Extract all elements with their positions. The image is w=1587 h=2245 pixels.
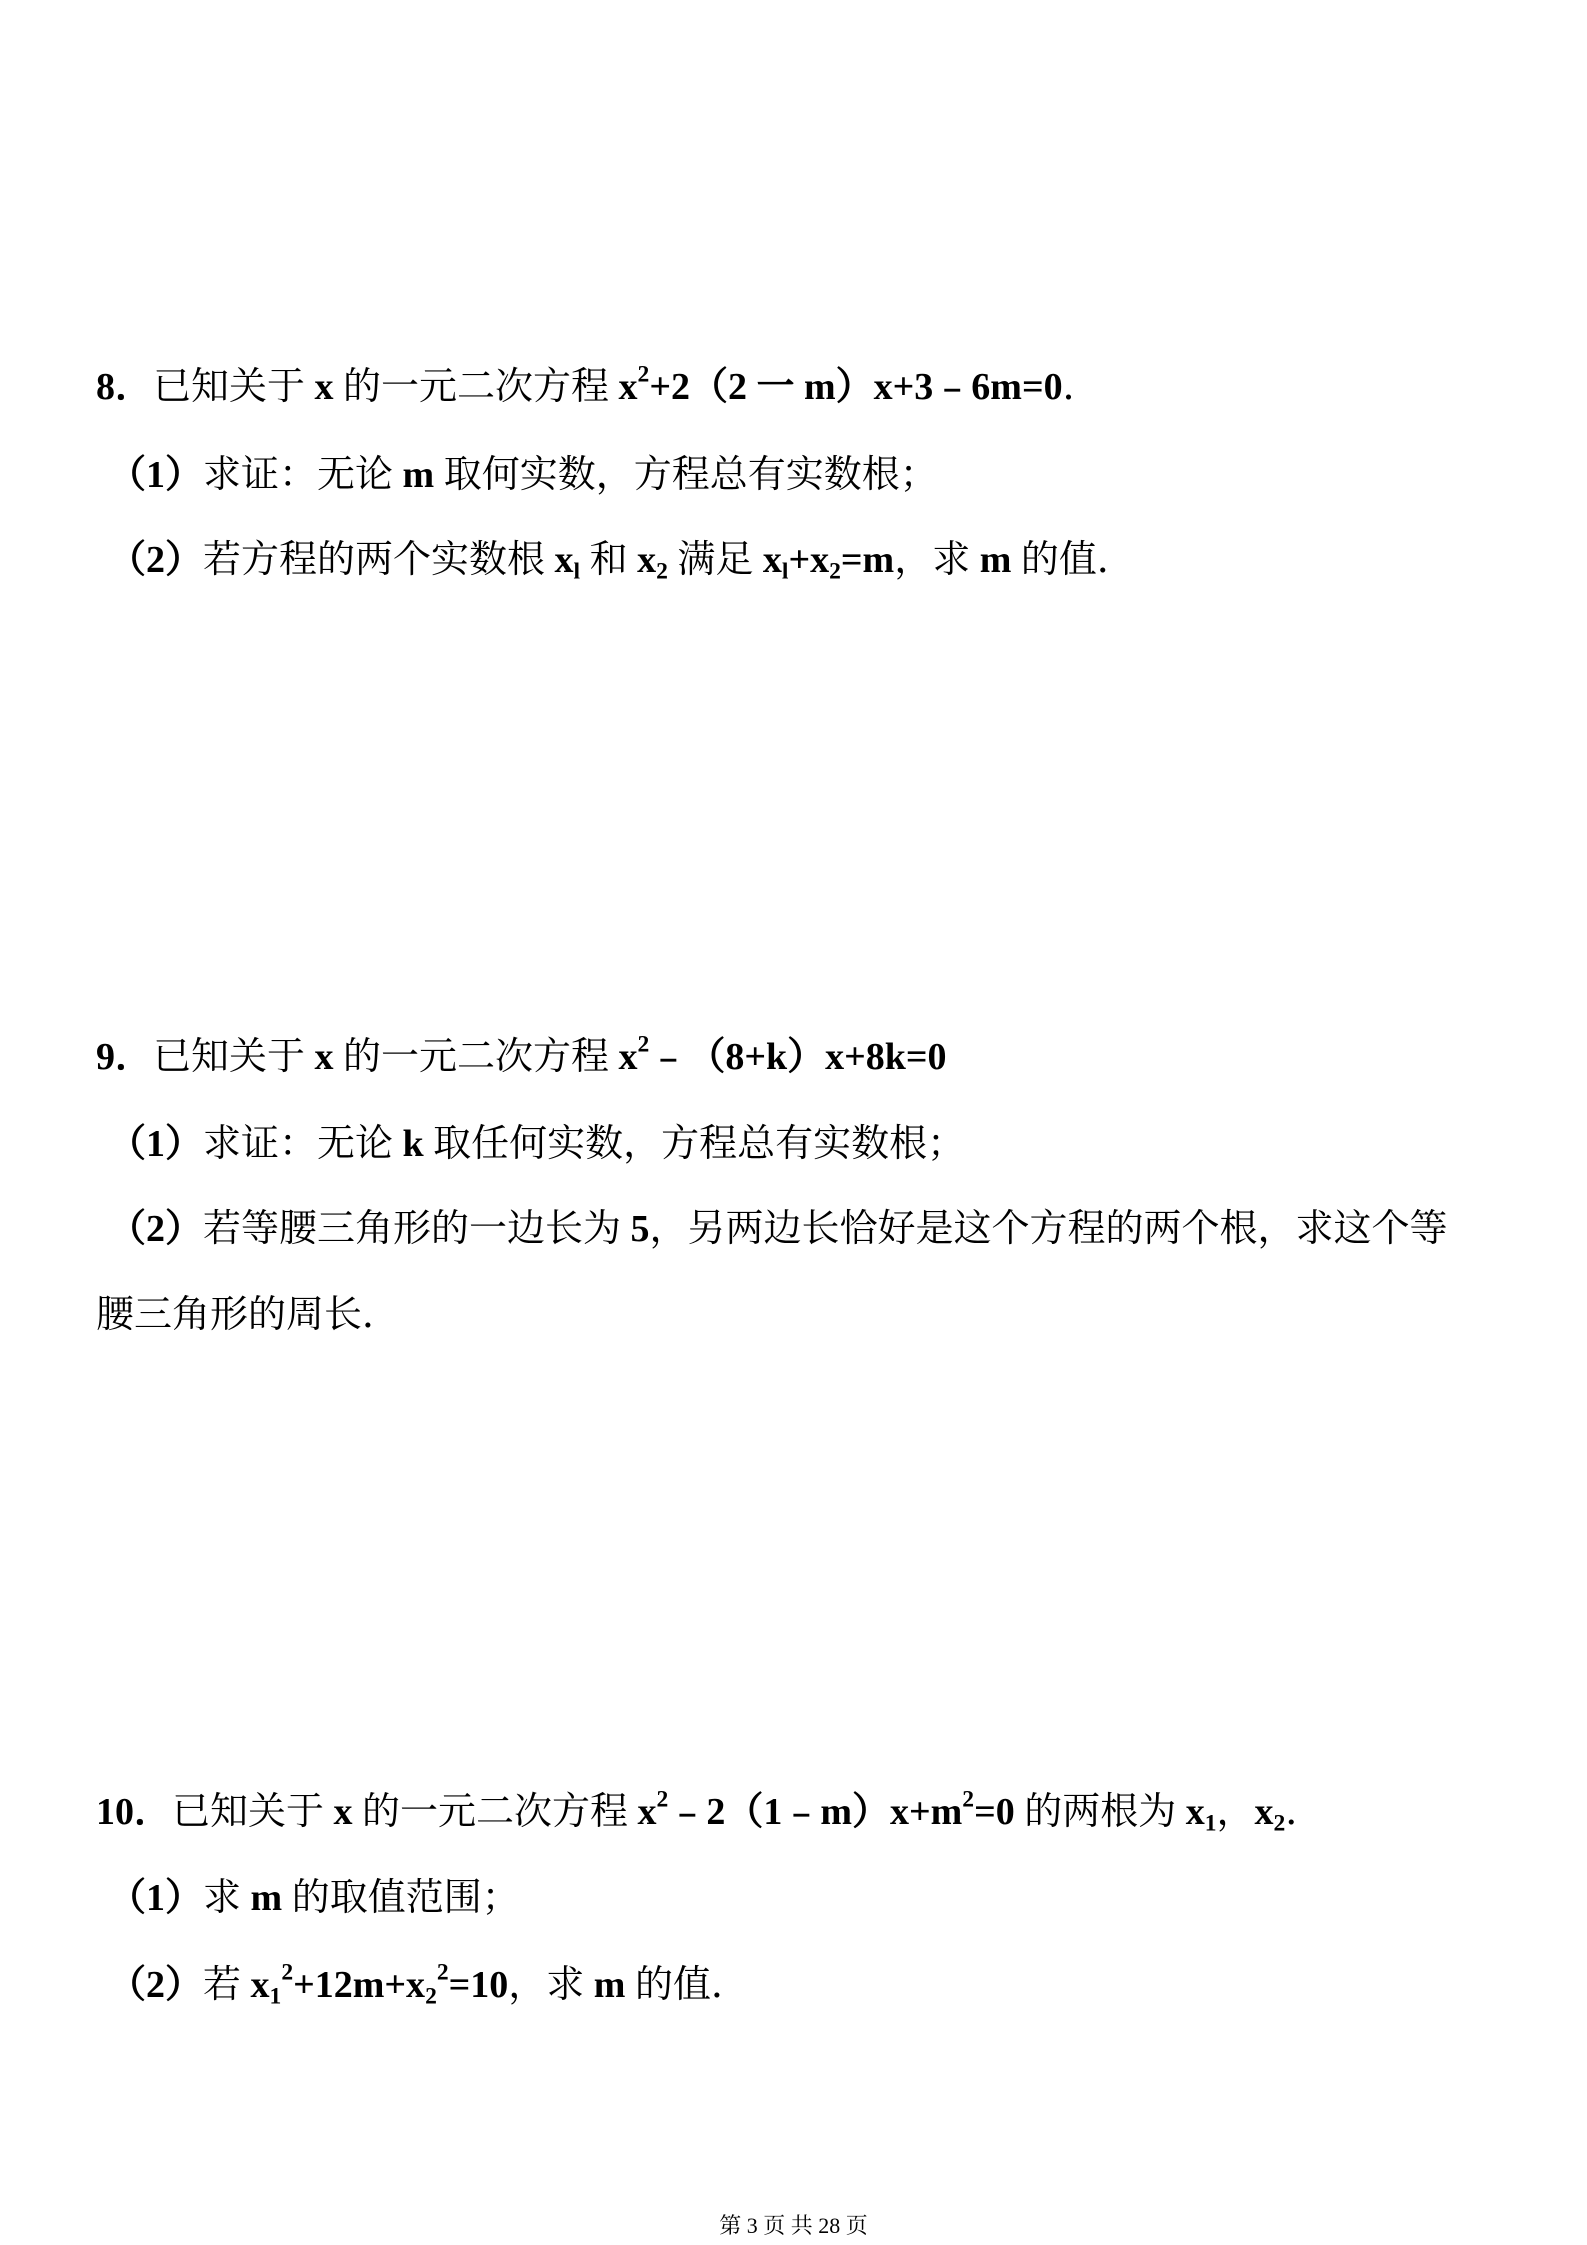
q9-part2-continued: 腰三角形的周长． xyxy=(96,1294,401,1336)
q10-part2: （2）若 $x_1^2+12m+x_2^2=10$，求 m 的值． xyxy=(108,1959,749,2010)
q9-equation: $x^2﹣(8+k)x+8k=0$ xyxy=(618,1031,947,1078)
total-pages: 28 xyxy=(818,2213,841,2238)
q9-part1-tag: （1） xyxy=(108,1123,204,1165)
q8-part2-tag: （2） xyxy=(108,539,204,581)
q8-part2: （2）若方程的两个实数根 $x_l$ 和 $x_2$ 满足 $x_l+x_2=m$，求 m 的值． xyxy=(108,539,1135,585)
page-number: 3 xyxy=(746,2213,758,2238)
q10-part1: （1）求 m 的取值范围； xyxy=(108,1877,520,1919)
q8-var-x: x xyxy=(314,366,334,408)
q9-number: 9． xyxy=(96,1036,154,1078)
page-footer: 第 3 页 共 28 页 xyxy=(719,2213,868,2238)
q8-part1: （1）求证：无论 m 取何实数，方程总有实数根； xyxy=(108,454,938,496)
q8-part1-tag: （1） xyxy=(108,454,204,496)
q8-number: 8． xyxy=(96,366,154,408)
q8-stem-pre: 已知关于 xyxy=(153,366,315,408)
q10-stem: 10．已知关于 x 的一元二次方程 $x^2﹣2(1﹣m)x+m^2=0$ 的两根为 $x_1$，$x_2$． xyxy=(96,1786,1324,1837)
q8-end: ． xyxy=(1062,366,1101,408)
q10-part1-tag: （1） xyxy=(108,1877,204,1919)
q8-stem-mid: 的一元二次方程 xyxy=(333,366,619,408)
q9-stem: 9．已知关于 x 的一元二次方程 $x^2﹣(8+k)x+8k=0$ xyxy=(96,1031,947,1078)
q8-equation: $x^2+2(2$ 一 m）x+3﹣6m=0 xyxy=(618,361,1063,408)
q8-part2-equation: $x_l+x_2=m$ xyxy=(762,539,895,585)
q10-part2-tag: （2） xyxy=(108,1964,204,2006)
q9-part2-tag: （2） xyxy=(108,1208,204,1250)
q9-part2: （2）若等腰三角形的一边长为 5，另两边长恰好是这个方程的两个根，求这个等 xyxy=(108,1208,1448,1250)
q10-part2-equation: $x_1^2+12m+x_2^2=10$ xyxy=(250,1959,509,2010)
q8-stem xyxy=(96,363,1101,411)
q10-equation: $x^2﹣2(1﹣m)x+m^2=0$ xyxy=(637,1786,1015,1833)
q10-number: 10． xyxy=(96,1791,173,1833)
q9-part1: （1）求证：无论 k 取任何实数，方程总有实数根； xyxy=(108,1123,966,1165)
